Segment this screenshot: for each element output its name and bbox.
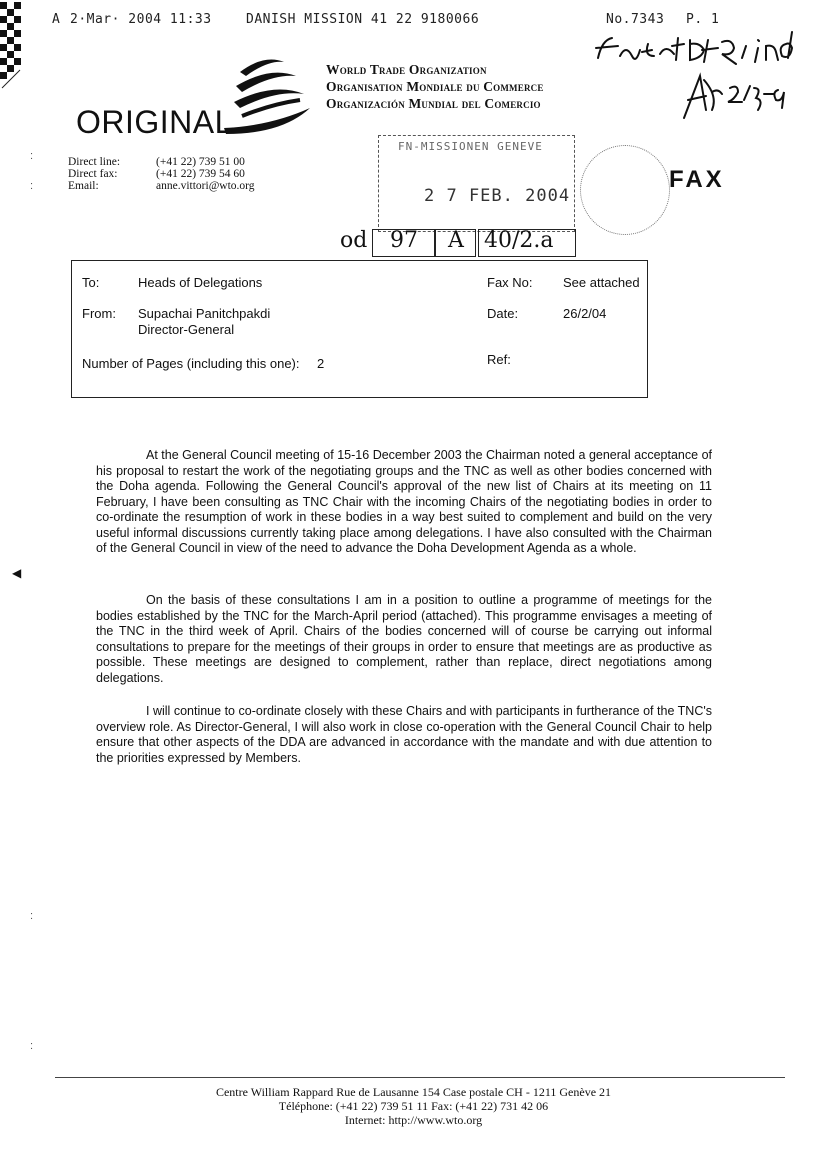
contact-line — [68, 156, 255, 168]
body-paragraph — [96, 448, 712, 557]
contact-value: (+41 22) 739 54 60 — [156, 168, 245, 180]
contact-value: anne.vittori@wto.org — [156, 180, 255, 192]
body-paragraph — [96, 704, 712, 766]
pages-value: 2 — [317, 356, 325, 371]
paragraph-text: At the General Council meeting of 15-16 December 2003 the Chairman noted a general acceptance of his proposal to restart the work of the negotiating groups and the TNC as well as other bodies concerned with the Doha agenda. Following the General Council's approval of the new list of Chairs at its meeting on 11 February, I have been consulting as TNC Chair with the incoming Chairs of the negotiating bodies in order to co-ordinate the resumption of work in these bodies in a way best suited to complement and build on the very useful informal discussions currently taking place among delegations. I have also consulted with the Chairman of the General Council in view of the need to advance the Doha Development Agenda as a whole. — [96, 448, 712, 555]
org-name-en: World Trade Organization — [326, 62, 487, 77]
to-label: To: — [82, 275, 100, 290]
org-name-fr: Organisation Mondiale du Commerce — [326, 79, 544, 94]
handwritten-ref-number: 97 — [390, 228, 418, 253]
from-name: Supachai Panitchpakdi — [138, 306, 271, 321]
pages-label: Number of Pages (including this one): — [82, 356, 300, 371]
from-title: Director-General — [138, 322, 235, 337]
footer-internet: Internet: http://www.wto.org — [344, 1113, 483, 1127]
faxno-value: See attached — [563, 275, 640, 290]
contact-label: Email: — [68, 180, 99, 192]
contact-label: Direct fax: — [68, 168, 118, 180]
org-name-es: Organización Mundial del Comercio — [326, 96, 541, 111]
footer-phone: Téléphone: (+41 22) 739 51 11 Fax: (+41 22) 731 42 06 — [278, 1099, 549, 1113]
original-label: ORIGINAL — [76, 104, 233, 140]
stamp-date: 2 7 FEB. 2004 — [424, 186, 571, 206]
body-paragraph — [96, 593, 712, 686]
margin-arrow-icon: ◀ — [12, 566, 22, 580]
faxno-label: Fax No: — [487, 275, 533, 290]
handwritten-note — [590, 18, 805, 76]
margin-mark: : — [30, 1040, 34, 1052]
margin-mark: : — [30, 150, 34, 162]
fax-header-datetime: 2·Mar· 2004 11:33 — [70, 12, 212, 27]
contact-line — [68, 180, 255, 192]
fax-title: FAX — [669, 166, 725, 193]
stamp-header: FN-MISSIONEN GENEVE — [398, 140, 543, 153]
contact-block — [68, 156, 255, 192]
fax-header-page: P. 1 — [686, 12, 720, 27]
paragraph-text: On the basis of these consultations I am in a position to outline a programme of meetings for the bodies established by the TNC for the March-April period (attached). This programme envisages a meeting of the TNC in the third week of April. Chairs of the bodies concerned will of course be carrying out informal consultations to prepare for the meetings of their groups in order to ensure that meetings are as productive as possible. These meetings are designed to complement, rather than replace, direct negotiations among delegations. — [96, 593, 712, 685]
from-label: From: — [82, 306, 116, 321]
contact-value: (+41 22) 739 51 00 — [156, 156, 245, 168]
contact-label: Direct line: — [68, 156, 121, 168]
fax-header-number: No.7343 — [606, 12, 665, 27]
date-label: Date: — [487, 306, 519, 321]
handwritten-initials — [672, 70, 792, 125]
ref-label: Ref: — [487, 352, 511, 367]
footer-divider — [55, 1077, 785, 1078]
margin-mark: : — [30, 910, 34, 922]
fax-header-sender: DANISH MISSION 41 22 9180066 — [246, 12, 480, 27]
fax-edge-pattern — [0, 0, 22, 90]
paragraph-text: I will continue to co-ordinate closely with these Chairs and with participants in furtherance of the TNC's overview role. As Director-General, I will also work in close co-operation with the General Council Chair to help ensure that other aspects of the DDA are advanced in accordance with the mandate and with due attention to the priorities expressed by Members. — [96, 704, 712, 765]
to-value: Heads of Delegations — [138, 275, 263, 290]
contact-line — [68, 168, 255, 180]
margin-mark: : — [30, 180, 34, 192]
date-value: 26/2/04 — [563, 306, 607, 321]
handwritten-ref-file: 40/2.a — [484, 228, 554, 253]
handwritten-ref-prefix: od — [340, 228, 368, 253]
fax-header-mark: A — [52, 12, 61, 27]
footer-address: Centre William Rappard Rue de Lausanne 154 Case postale CH - 1211 Genève 21 — [215, 1085, 612, 1099]
handwritten-ref-letter: A — [448, 228, 464, 253]
round-stamp — [580, 145, 670, 235]
